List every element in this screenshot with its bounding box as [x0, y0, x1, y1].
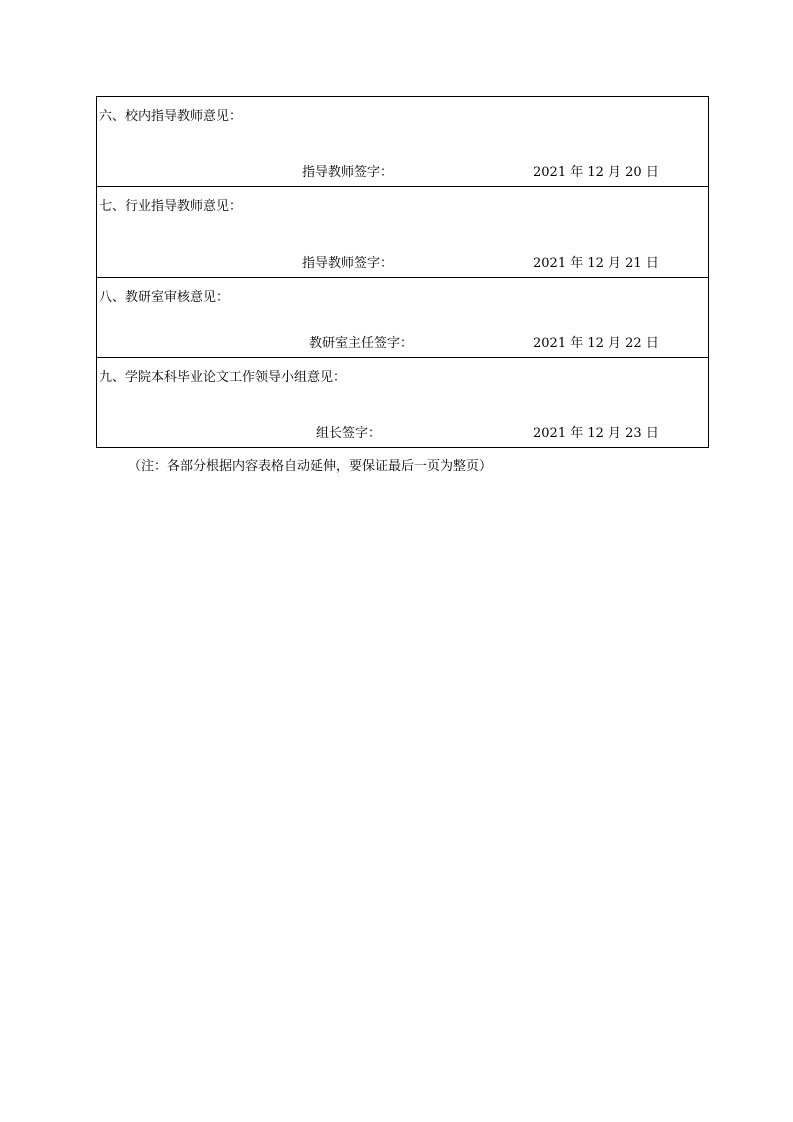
- section-title: 六、校内指导教师意见：: [99, 109, 243, 124]
- signature-date: 2021 年 12 月 23 日: [533, 426, 659, 441]
- section-title: 九、学院本科毕业论文工作领导小组意见：: [99, 370, 347, 385]
- signature-date: 2021 年 12 月 20 日: [533, 165, 659, 180]
- section-title: 八、教研室审核意见：: [99, 290, 230, 305]
- opinion-form-table: [96, 96, 709, 448]
- signature-label: 指导教师签字：: [302, 165, 394, 180]
- section-campus-advisor-opinion: [97, 97, 708, 187]
- section-teaching-office-review: [97, 278, 708, 358]
- signature-date: 2021 年 12 月 21 日: [533, 256, 659, 271]
- signature-date: 2021 年 12 月 22 日: [533, 336, 659, 351]
- signature-label: 指导教师签字：: [302, 256, 394, 271]
- footnote: （注：各部分根据内容表格自动延伸，要保证最后一页为整页）: [128, 459, 493, 474]
- section-title: 七、行业指导教师意见：: [99, 199, 243, 214]
- section-thesis-leading-group-opinion: [97, 358, 708, 447]
- section-industry-advisor-opinion: [97, 187, 708, 278]
- signature-label: 组长签字：: [316, 426, 382, 441]
- signature-label: 教研室主任签字：: [309, 336, 414, 351]
